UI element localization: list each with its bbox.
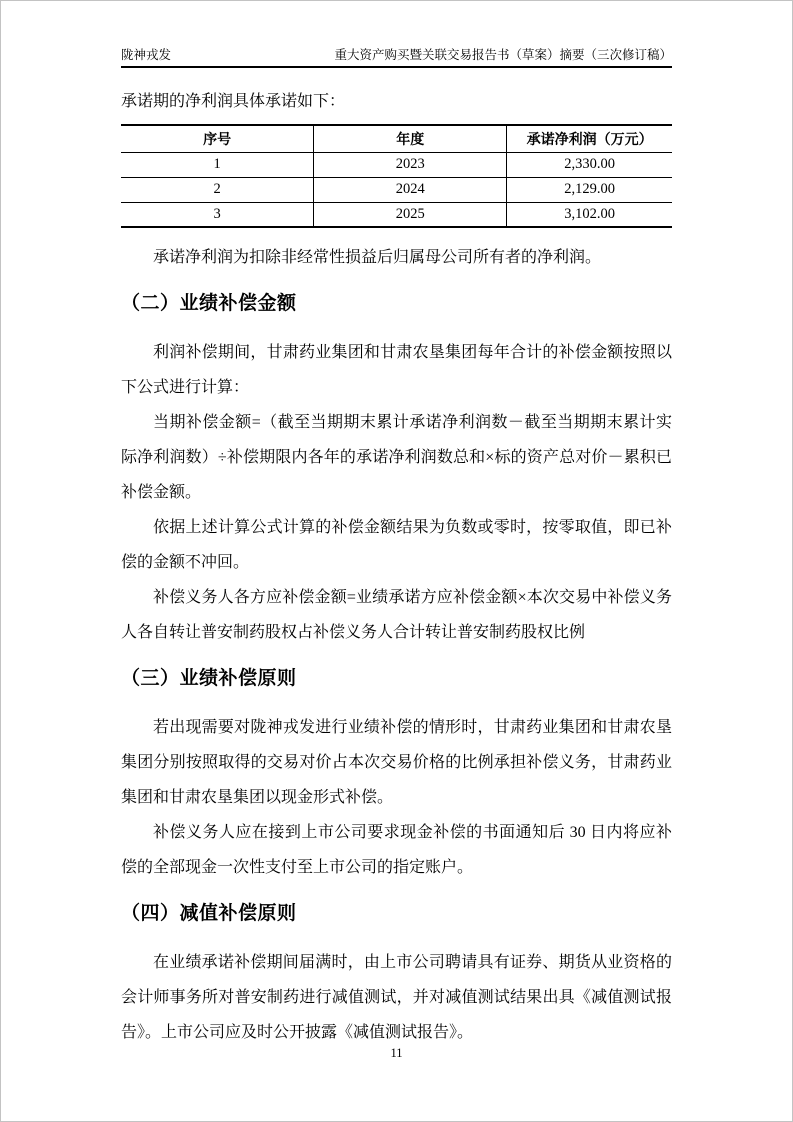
section-heading-3: （三）业绩补偿原则	[121, 668, 297, 689]
note-paragraph: 承诺净利润为扣除非经常性损益后归属母公司所有者的净利润。	[153, 249, 602, 266]
page-content	[121, 47, 672, 1050]
column-header-promised-profit: 承诺净利润（万元）	[507, 125, 672, 152]
section-paragraph-formula: 当期补偿金额=（截至当期期末累计承诺净利润数－截至当期期末累计实际净利润数）÷补偿期限内各年的承诺净利润数总和×标的资产总对价－累积已补偿金额。	[121, 414, 672, 501]
table-cell-index: 1	[121, 152, 314, 177]
table-cell-index: 3	[121, 202, 314, 227]
section-paragraph: 在业绩承诺补偿期间届满时，由上市公司聘请具有证券、期货从业资格的会计师事务所对普安制药进行减值测试，并对减值测试结果出具《减值测试报告》。上市公司应及时公开披露《减值测试报告》。	[121, 954, 672, 1041]
section-heading-4: （四）减值补偿原则	[121, 903, 297, 924]
section-paragraph: 利润补偿期间，甘肃药业集团和甘肃农垦集团每年合计的补偿金额按照以下公式进行计算：	[121, 344, 672, 396]
section-paragraph-formula: 补偿义务人各方应补偿金额=业绩承诺方应补偿金额×本次交易中补偿义务人各自转让普安制药股权占补偿义务人合计转让普安制药股权比例	[121, 589, 672, 641]
header-company-name: 陇神戎发	[121, 48, 172, 62]
table-cell-year: 2024	[314, 177, 507, 202]
table-cell-year: 2025	[314, 202, 507, 227]
table-cell-year: 2023	[314, 152, 507, 177]
table-row	[121, 177, 672, 202]
column-header-index: 序号	[121, 125, 314, 152]
section-paragraph: 依据上述计算公式计算的补偿金额结果为负数或零时，按零取值，即已补偿的金额不冲回。	[121, 519, 672, 571]
table-cell-profit: 3,102.00	[507, 202, 672, 227]
table-row	[121, 152, 672, 177]
header-doc-title: 重大资产购买暨关联交易报告书（草案）摘要（三次修订稿）	[334, 48, 672, 62]
table-cell-profit: 2,330.00	[507, 152, 672, 177]
table-row	[121, 202, 672, 227]
column-header-year: 年度	[314, 125, 507, 152]
running-header	[121, 47, 672, 68]
profit-commitment-table	[121, 124, 672, 228]
page-number: 11	[390, 1046, 403, 1060]
intro-line: 承诺期的净利润具体承诺如下：	[121, 93, 346, 110]
table-cell-profit: 2,129.00	[507, 177, 672, 202]
section-heading-2: （二）业绩补偿金额	[121, 293, 297, 314]
section-paragraph: 若出现需要对陇神戎发进行业绩补偿的情形时，甘肃药业集团和甘肃农垦集团分别按照取得的交易对价占本次交易价格的比例承担补偿义务，甘肃药业集团和甘肃农垦集团以现金形式补偿。	[121, 719, 672, 806]
table-header-row	[121, 125, 672, 152]
section-paragraph: 补偿义务人应在接到上市公司要求现金补偿的书面通知后 30 日内将应补偿的全部现金一次性支付至上市公司的指定账户。	[121, 824, 672, 876]
table-cell-index: 2	[121, 177, 314, 202]
